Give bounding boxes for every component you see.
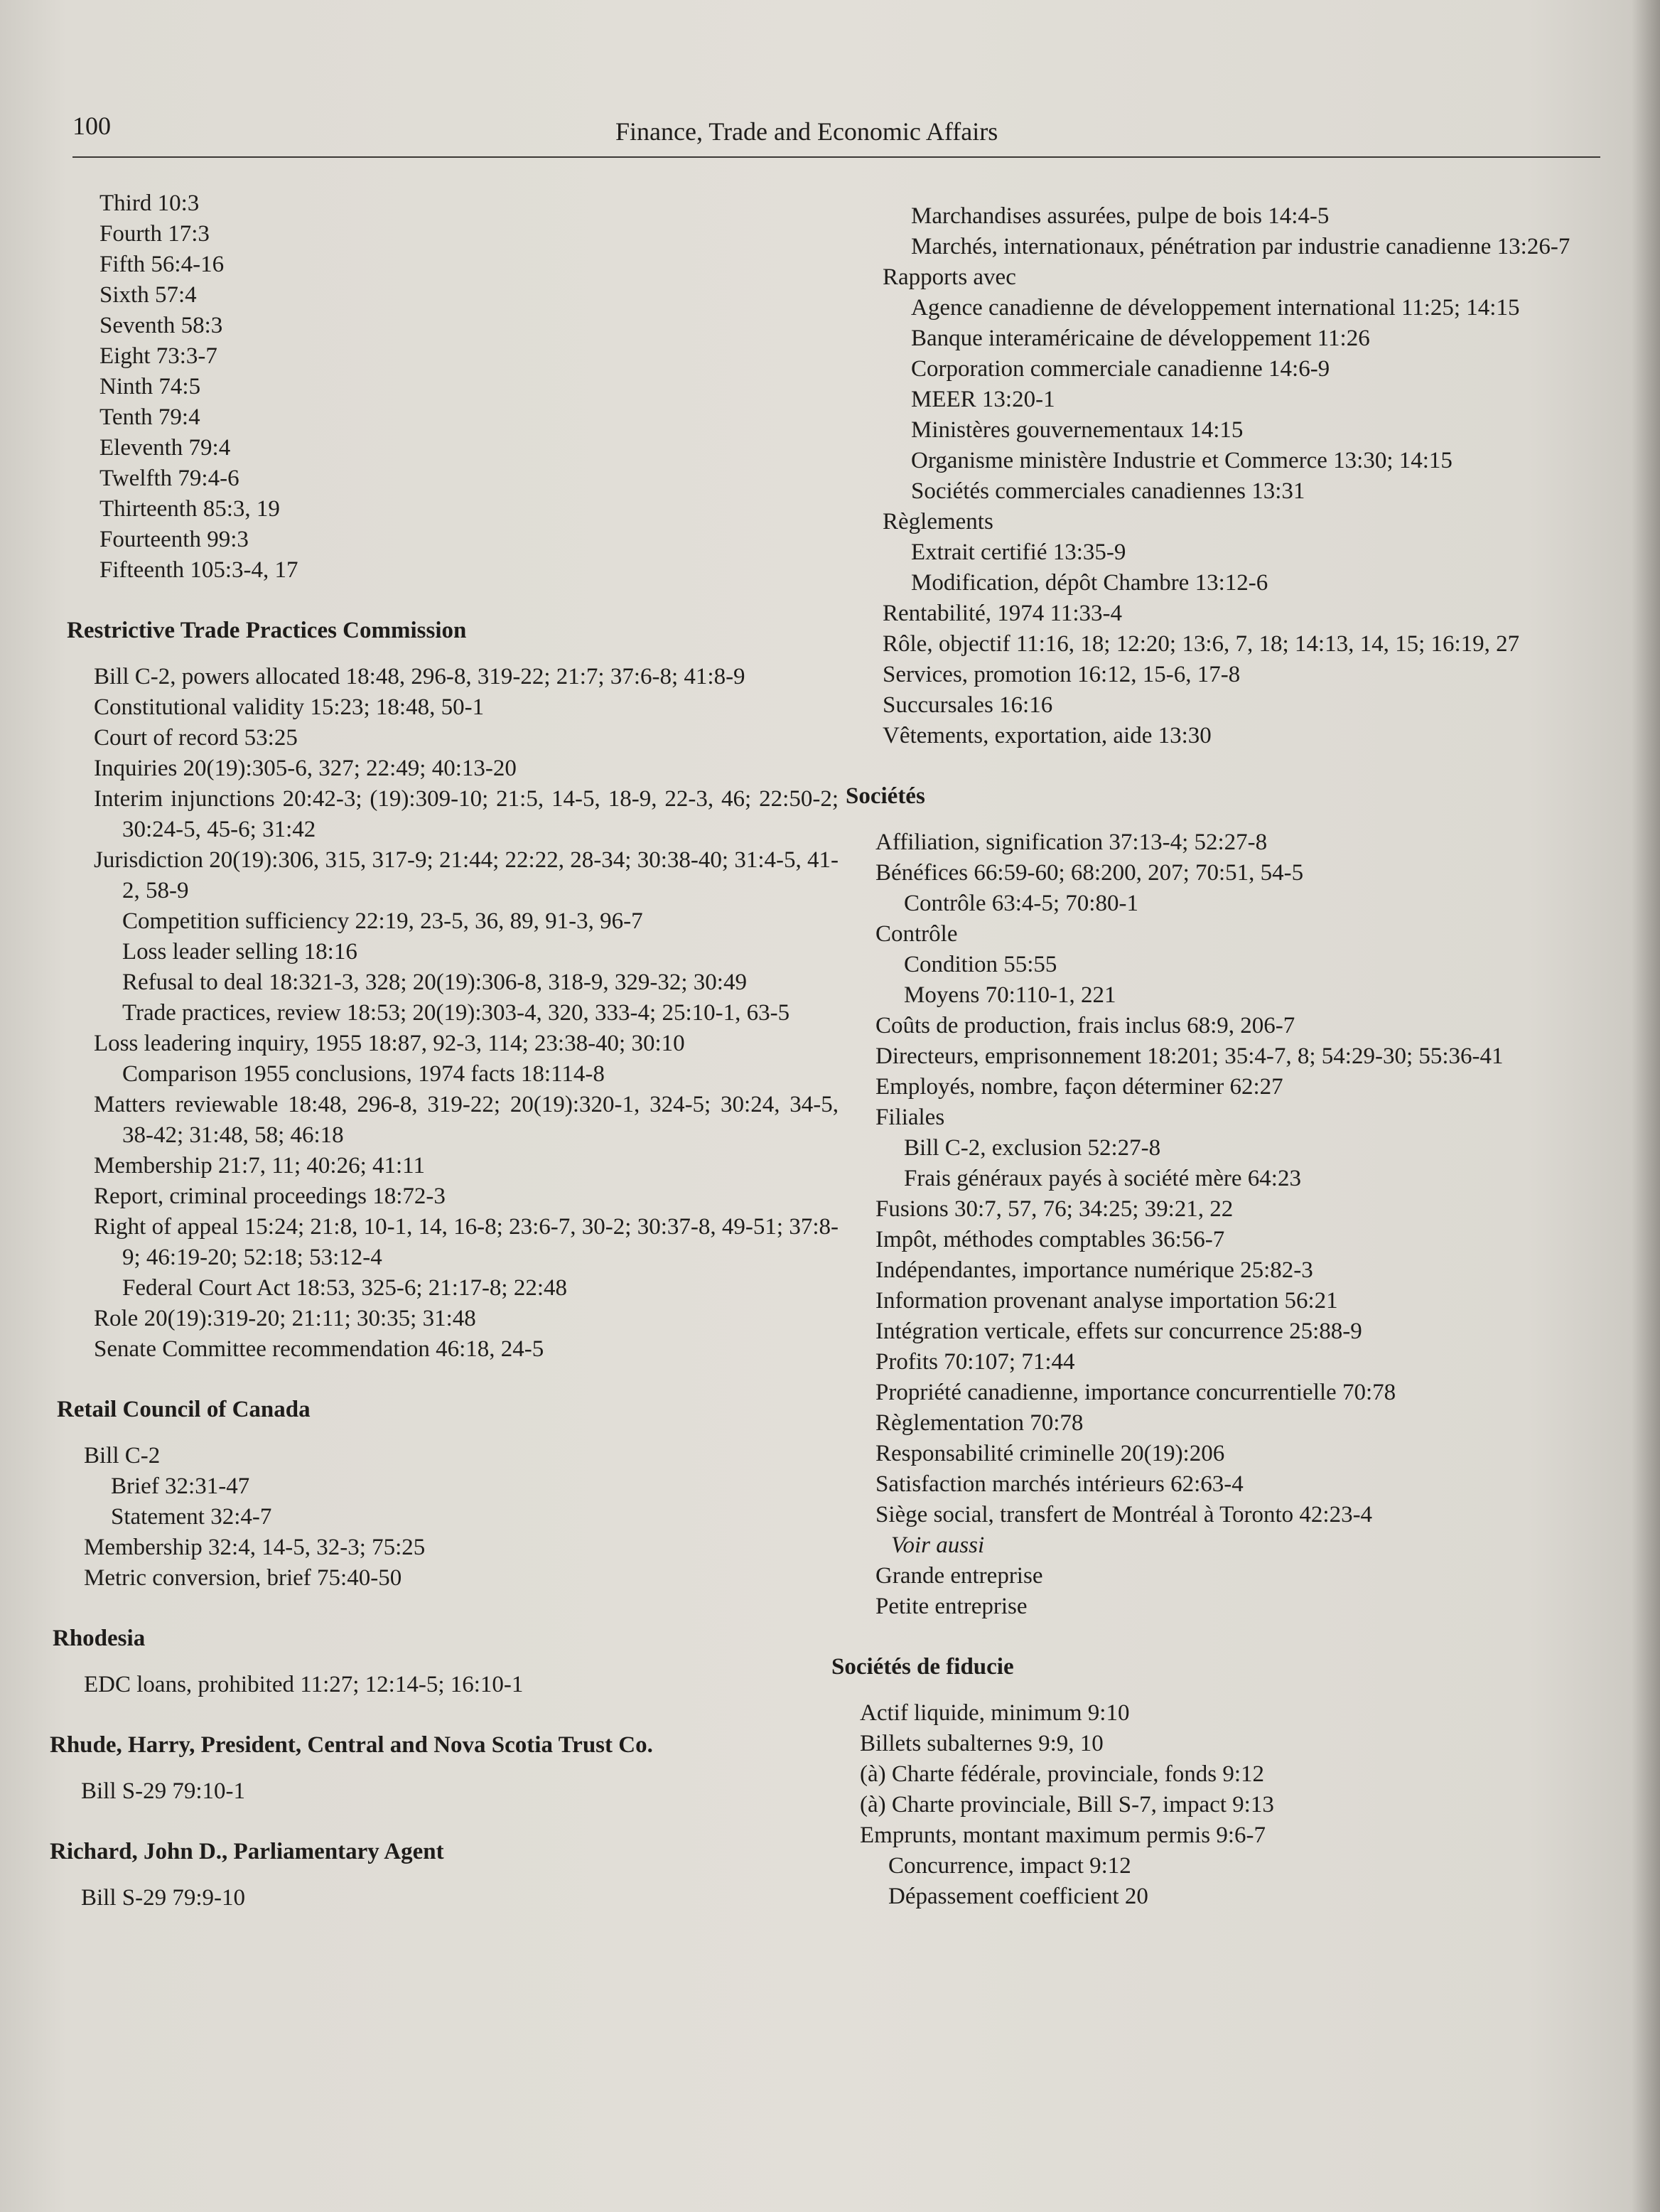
index-entry: Rentabilité, 1974 11:33-4 <box>883 601 1122 626</box>
spacer <box>43 586 839 616</box>
index-entry: Vêtements, exportation, aide 13:30 <box>883 723 1212 748</box>
spacer <box>846 1622 1606 1652</box>
index-entry: Information provenant analyse importation 56:21 <box>875 1288 1338 1314</box>
index-heading: Retail Council of Canada <box>57 1397 311 1422</box>
index-entry: Senate Committee recommendation 46:18, 24-5 <box>94 1336 544 1362</box>
index-entry: Propriété canadienne, importance concurrentielle 70:78 <box>875 1380 1396 1405</box>
index-entry: Court of record 53:25 <box>94 725 298 751</box>
index-heading: Rhodesia <box>53 1626 146 1651</box>
index-entry: Concurrence, impact 9:12 <box>888 1853 1131 1879</box>
index-entry: Refusal to deal 18:321-3, 328; 20(19):306-8, 318-9, 329-32; 30:49 <box>122 970 747 995</box>
index-entry: Siège social, transfert de Montréal à Toronto 42:23-4 <box>875 1502 1373 1528</box>
index-entry: Condition 55:55 <box>904 952 1057 977</box>
index-entry: Inquiries 20(19):305-6, 327; 22:49; 40:13-20 <box>94 756 517 781</box>
index-entry: Bill S-29 79:10-1 <box>81 1778 246 1804</box>
spacer <box>43 1365 839 1395</box>
index-entry: Interim injunctions 20:42-3; (19):309-10; 21:5, 14-5, 18-9, 22-3, 46; 22:50-2; 30:24-5, 45-6; 31:42 <box>94 786 839 842</box>
spacer <box>43 1594 839 1623</box>
index-entry: (à) Charte provinciale, Bill S-7, impact 9:13 <box>860 1792 1274 1818</box>
page-number: 100 <box>72 112 111 140</box>
index-entry: Banque interaméricaine de développement 11:26 <box>911 326 1370 351</box>
index-entry: Billets subalternes 9:9, 10 <box>860 1731 1104 1756</box>
index-entry: Sixth 57:4 <box>99 282 197 308</box>
index-entry: Twelfth 79:4-6 <box>99 466 239 491</box>
index-entry: Eleventh 79:4 <box>99 435 231 461</box>
index-entry: Dépassement coefficient 20 <box>888 1884 1148 1909</box>
index-entry: Tenth 79:4 <box>99 404 200 430</box>
right-column <box>831 201 1606 1912</box>
index-entry: Competition sufficiency 22:19, 23-5, 36, 89, 91-3, 96-7 <box>122 908 643 934</box>
index-entry: Fourteenth 99:3 <box>99 527 249 552</box>
index-entry: Constitutional validity 15:23; 18:48, 50-1 <box>94 694 485 720</box>
index-entry: Moyens 70:110-1, 221 <box>904 982 1116 1008</box>
index-entry: Services, promotion 16:12, 15-6, 17-8 <box>883 662 1241 687</box>
index-entry: EDC loans, prohibited 11:27; 12:14-5; 16:10-1 <box>84 1672 524 1697</box>
index-entry: Seventh 58:3 <box>99 313 223 338</box>
index-entry: Fifteenth 105:3-4, 17 <box>99 557 298 583</box>
index-entry: Role 20(19):319-20; 21:11; 30:35; 31:48 <box>94 1306 476 1331</box>
page-edge-shadow <box>1632 0 1660 2212</box>
index-entry: Bill S-29 79:9-10 <box>81 1885 246 1911</box>
index-heading: Restrictive Trade Practices Commission <box>67 618 467 643</box>
index-entry: Report, criminal proceedings 18:72-3 <box>94 1183 446 1209</box>
index-entry: Loss leader selling 18:16 <box>122 939 357 965</box>
index-entry: Succursales 16:16 <box>883 692 1053 718</box>
page-header <box>72 107 1600 156</box>
index-heading: Richard, John D., Parliamentary Agent <box>50 1839 444 1864</box>
index-entry: Petite entreprise <box>875 1594 1028 1619</box>
index-entry: Impôt, méthodes comptables 36:56-7 <box>875 1227 1225 1252</box>
index-entry: Federal Court Act 18:53, 325-6; 21:17-8; 22:48 <box>122 1275 568 1301</box>
index-entry: Indépendantes, importance numérique 25:82-3 <box>875 1257 1313 1283</box>
index-entry: Satisfaction marchés intérieurs 62:63-4 <box>875 1471 1244 1497</box>
index-entry: Brief 32:31-47 <box>111 1473 250 1499</box>
index-entry: Right of appeal 15:24; 21:8, 10-1, 14, 16-8; 23:6-7, 30-2; 30:37-8, 49-51; 37:8-9; 46:19-20; 52:18; 53:12-4 <box>94 1214 839 1270</box>
index-heading: Sociétés <box>846 783 925 809</box>
index-entry: Corporation commerciale canadienne 14:6-9 <box>911 356 1330 382</box>
spacer <box>43 1700 839 1730</box>
spacer <box>846 812 1606 827</box>
index-entry: Bill C-2, powers allocated 18:48, 296-8, 319-22; 21:7; 37:6-8; 41:8-9 <box>94 664 745 689</box>
index-entry: Sociétés commerciales canadiennes 13:31 <box>911 478 1305 504</box>
index-entry: Règlements <box>883 509 993 535</box>
index-entry: Extrait certifié 13:35-9 <box>911 539 1126 565</box>
spacer <box>846 751 1606 781</box>
index-entry: Fourth 17:3 <box>99 221 210 247</box>
index-entry: Bill C-2 <box>84 1443 161 1469</box>
index-entry: Rapports avec <box>883 264 1016 290</box>
index-entry: Affiliation, signification 37:13-4; 52:27-8 <box>875 830 1268 855</box>
index-heading: Sociétés de fiducie <box>831 1654 1014 1680</box>
running-title: Finance, Trade and Economic Affairs <box>615 117 998 146</box>
index-entry: Marchés, internationaux, pénétration par industrie canadienne 13:26-7 <box>911 234 1570 259</box>
index-heading: Rhude, Harry, President, Central and Nova Scotia Trust Co. <box>50 1732 653 1758</box>
spacer <box>43 1867 839 1883</box>
index-entry: Employés, nombre, façon déterminer 62:27 <box>875 1074 1283 1100</box>
index-entry: Bill C-2, exclusion 52:27-8 <box>904 1135 1161 1161</box>
index-entry: Ministères gouvernementaux 14:15 <box>911 417 1244 443</box>
index-entry: Membership 32:4, 14-5, 32-3; 75:25 <box>84 1535 426 1560</box>
index-entry: Fifth 56:4-16 <box>99 252 225 277</box>
index-entry: Membership 21:7, 11; 40:26; 41:11 <box>94 1153 425 1179</box>
spacer <box>846 1682 1606 1698</box>
index-entry: Responsabilité criminelle 20(19):206 <box>875 1441 1225 1466</box>
index-entry: Contrôle 63:4-5; 70:80-1 <box>904 891 1138 916</box>
index-entry: Filiales <box>875 1105 945 1130</box>
index-entry: Loss leadering inquiry, 1955 18:87, 92-3, 114; 23:38-40; 30:10 <box>94 1031 685 1056</box>
index-entry: Règlementation 70:78 <box>875 1410 1084 1436</box>
index-entry: Fusions 30:7, 57, 76; 34:25; 39:21, 22 <box>875 1196 1234 1222</box>
index-entry: MEER 13:20-1 <box>911 387 1055 412</box>
index-entry: Frais généraux payés à société mère 64:23 <box>904 1166 1301 1191</box>
index-entry: Agence canadienne de développement international 11:25; 14:15 <box>911 295 1520 321</box>
index-entry: Rôle, objectif 11:16, 18; 12:20; 13:6, 7, 18; 14:13, 14, 15; 16:19, 27 <box>883 631 1520 657</box>
index-entry: Modification, dépôt Chambre 13:12-6 <box>911 570 1268 596</box>
index-entry: Emprunts, montant maximum permis 9:6-7 <box>860 1822 1266 1848</box>
header-rule <box>72 156 1600 158</box>
see-also-label: Voir aussi <box>891 1532 985 1558</box>
index-entry: Statement 32:4-7 <box>111 1504 272 1530</box>
index-entry: Contrôle <box>875 921 958 947</box>
index-entry: Third 10:3 <box>99 190 200 216</box>
index-entry: Eight 73:3-7 <box>99 343 217 369</box>
spacer <box>43 1654 839 1670</box>
spacer <box>43 1761 839 1776</box>
spacer <box>43 1425 839 1441</box>
index-entry: Bénéfices 66:59-60; 68:200, 207; 70:51, 54-5 <box>875 860 1304 886</box>
index-entry: Directeurs, emprisonnement 18:201; 35:4-7, 8; 54:29-30; 55:36-41 <box>875 1043 1504 1069</box>
index-entry: Profits 70:107; 71:44 <box>875 1349 1075 1375</box>
spacer <box>43 1807 839 1837</box>
index-entry: Comparison 1955 conclusions, 1974 facts 18:114-8 <box>122 1061 605 1087</box>
index-entry: Coûts de production, frais inclus 68:9, 206-7 <box>875 1013 1295 1038</box>
index-entry: Actif liquide, minimum 9:10 <box>860 1700 1130 1726</box>
left-column <box>43 188 839 1913</box>
spacer <box>43 646 839 662</box>
index-entry: Organisme ministère Industrie et Commerce 13:30; 14:15 <box>911 448 1452 473</box>
index-entry: (à) Charte fédérale, provinciale, fonds 9:12 <box>860 1761 1265 1787</box>
index-entry: Ninth 74:5 <box>99 374 201 399</box>
index-entry: Intégration verticale, effets sur concurrence 25:88-9 <box>875 1319 1362 1344</box>
index-entry: Marchandises assurées, pulpe de bois 14:4-5 <box>911 203 1330 229</box>
index-entry: Trade practices, review 18:53; 20(19):303-4, 320, 333-4; 25:10-1, 63-5 <box>122 1000 790 1026</box>
index-entry: Matters reviewable 18:48, 296-8, 319-22; 20(19):320-1, 324-5; 30:24, 34-5, 38-42; 31:48, 58; 46:18 <box>94 1092 839 1148</box>
index-entry: Metric conversion, brief 75:40-50 <box>84 1565 402 1591</box>
index-entry: Thirteenth 85:3, 19 <box>99 496 280 522</box>
index-entry: Grande entreprise <box>875 1563 1043 1589</box>
index-entry: Jurisdiction 20(19):306, 315, 317-9; 21:44; 22:22, 28-34; 30:38-40; 31:4-5, 41-2, 58-9 <box>94 847 839 903</box>
